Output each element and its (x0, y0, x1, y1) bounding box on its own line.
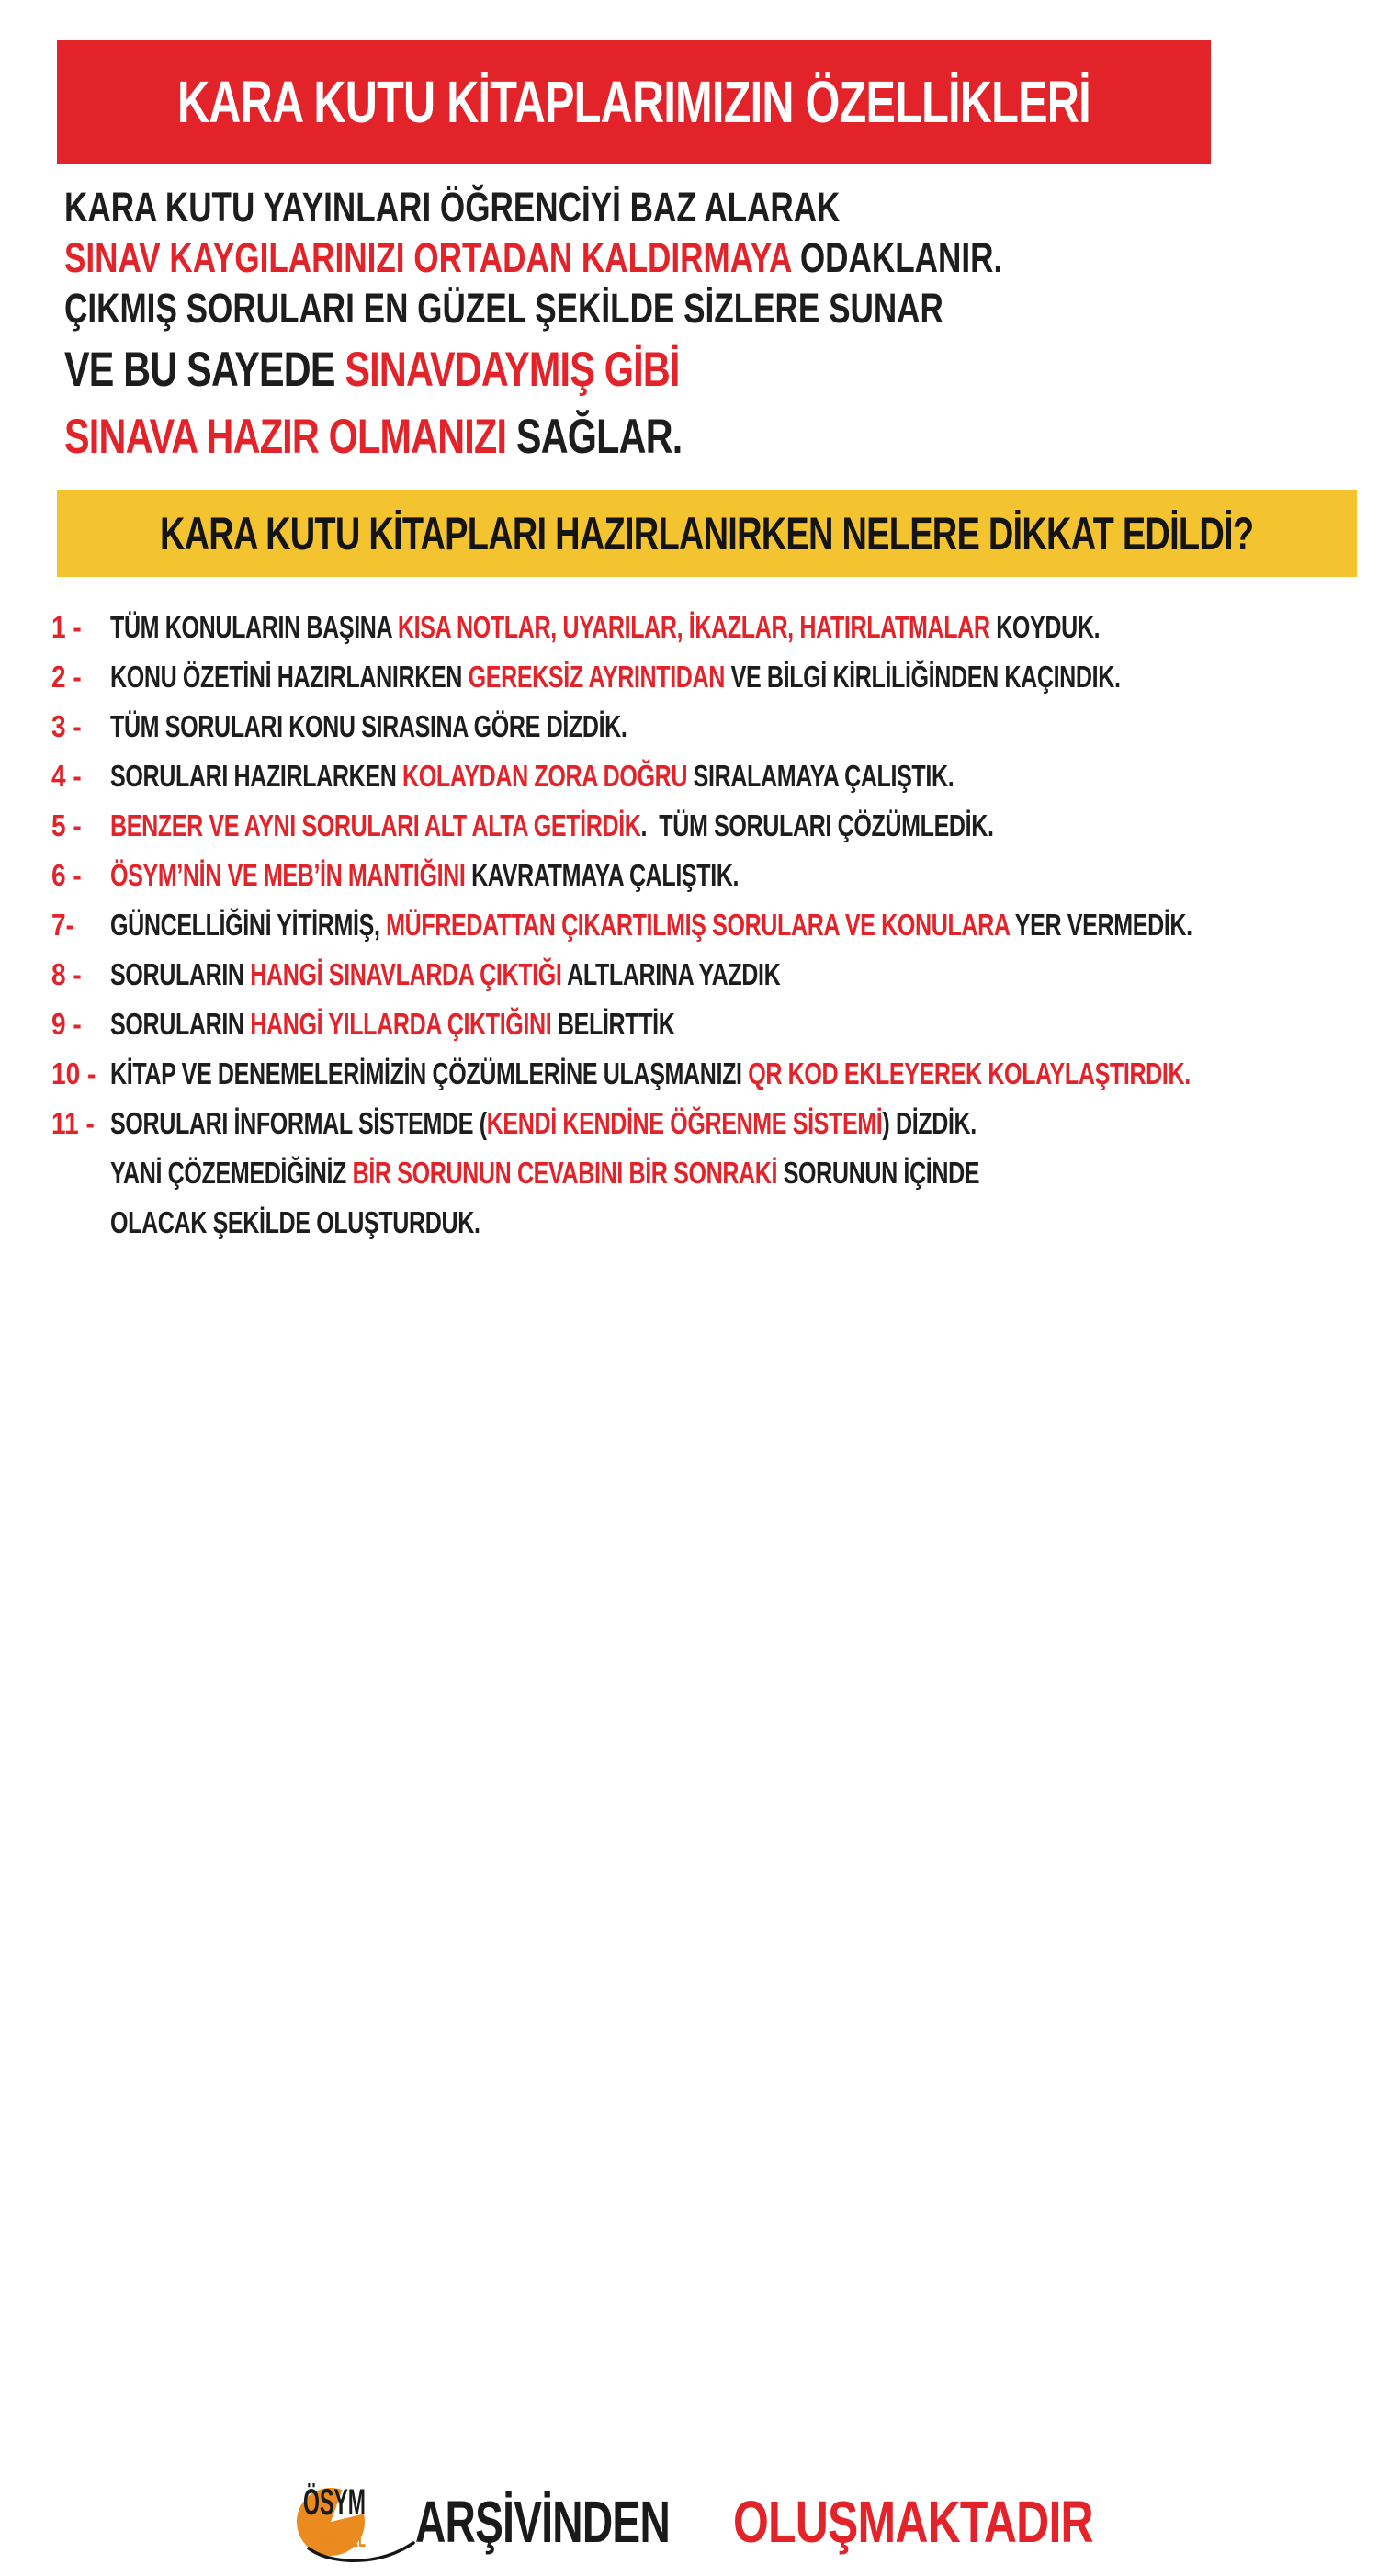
list-item (51, 603, 1378, 652)
logo-osym-text: ÖSYM (303, 2482, 412, 2523)
text-segment: VE BİLGİ KİRLİLİĞİNDEN KAÇINDIK. (725, 660, 1121, 694)
intro-line (64, 339, 1002, 401)
text-segment: SINAVDAYMIŞ GİBİ (344, 343, 680, 397)
list-item (51, 900, 1378, 950)
list-item-number: 3 - (51, 709, 82, 743)
list-item-text (110, 709, 627, 744)
text-segment: SORULARIN (110, 1007, 251, 1041)
list-item-number: 7- (51, 908, 74, 942)
text-segment: ÇIKMIŞ SORULARI EN GÜZEL ŞEKİLDE SİZLERE SUNAR (64, 285, 943, 332)
list-item (51, 851, 1378, 900)
text-segment: TÜM KONULARIN BAŞINA (110, 610, 398, 644)
text-segment: VE BU SAYEDE (64, 343, 345, 397)
list-item-text (110, 1056, 1191, 1091)
intro-line (64, 182, 1002, 232)
text-segment: YANİ ÇÖZEMEDİĞİNİZ (110, 1156, 353, 1190)
intro-line (64, 232, 1002, 283)
text-segment: SINAV KAYGILARINIZI ORTADAN KALDIRMAYA (64, 234, 792, 281)
list-item (51, 1099, 1378, 1148)
text-segment: KOYDUK. (989, 610, 1101, 644)
text-segment: SORULARIN (110, 957, 251, 991)
brand-logo (272, 2473, 428, 2576)
list-item-text (110, 957, 780, 992)
footer-text-red: OLUŞMAKTADIR (733, 2489, 1093, 2555)
features-list (51, 603, 1378, 1248)
text-segment: SORULARI İNFORMAL SİSTEMDE ( (110, 1106, 487, 1140)
list-item-text (110, 610, 1100, 645)
logo-guncel-text: GÜNCEL (316, 2526, 413, 2552)
text-segment: ALTLARINA YAZDIK (561, 957, 781, 991)
list-item-text (110, 1007, 674, 1042)
header-banner (57, 40, 1211, 164)
text-segment: BİR SORUNUN CEVABINI BİR SONRAKİ (352, 1156, 778, 1190)
list-item-text (110, 858, 739, 893)
text-segment: KONU ÖZETİNİ HAZIRLANIRKEN (110, 660, 469, 694)
text-segment: KİTAP VE DENEMELERİMİZİN ÇÖZÜMLERİNE ULAŞMANIZI (110, 1056, 749, 1090)
text-segment: KAVRATMAYA ÇALIŞTIK. (465, 858, 740, 892)
text-segment: YER VERMEDİK. (1009, 908, 1192, 942)
text-segment: QR KOD EKLEYEREK KOLAYLAŞTIRDIK. (748, 1056, 1191, 1090)
text-segment: BELİRTTİK (551, 1007, 675, 1041)
list-item-text (110, 759, 954, 794)
section-title: KARA KUTU KİTAPLARI HAZIRLANIRKEN NELERE DİKKAT EDİLDİ? (160, 507, 1254, 559)
list-item-text (110, 908, 1192, 943)
list-item-text (110, 1156, 979, 1191)
page-title: KARA KUTU KİTAPLARIMIZIN ÖZELLİKLERİ (177, 69, 1090, 135)
list-item (51, 702, 1378, 751)
text-segment: HANGİ SINAVLARDA ÇIKTIĞI (250, 957, 562, 991)
text-segment: MÜFREDATTAN ÇIKARTILMIŞ SORULARA VE KONULARA (386, 908, 1010, 942)
list-item-number: 5 - (51, 808, 82, 842)
list-item (51, 1000, 1378, 1049)
text-segment: ÖSYM’NİN VE MEB’İN MANTIĞINI (110, 858, 466, 892)
list-item-text (110, 660, 1121, 695)
intro-paragraph (64, 182, 1267, 468)
text-segment: KOLAYDAN ZORA DOĞRU (402, 759, 688, 793)
list-item-number: 6 - (51, 858, 82, 892)
text-segment: ) DİZDİK. (882, 1106, 977, 1140)
text-segment: GÜNCELLİĞİNİ YİTİRMİŞ, (110, 908, 387, 942)
list-item-number: 4 - (51, 759, 82, 793)
list-item-number: 9 - (51, 1007, 82, 1041)
text-segment: HANGİ YILLARDA ÇIKTIĞINI (250, 1007, 552, 1041)
list-item-number: 2 - (51, 660, 82, 694)
text-segment: KARA KUTU YAYINLARI ÖĞRENCİYİ BAZ ALARAK (64, 184, 841, 231)
list-item (51, 801, 1378, 851)
list-item-number: 8 - (51, 957, 82, 991)
intro-line (64, 406, 1002, 468)
list-item-number: 10 - (51, 1056, 96, 1090)
text-segment: BENZER VE AYNI SORULARI ALT ALTA GETİRDİK (110, 808, 641, 842)
section-banner (57, 490, 1357, 577)
text-segment: SAĞLAR. (506, 410, 683, 464)
text-segment: ODAKLANIR. (791, 234, 1003, 281)
list-item (51, 652, 1378, 702)
footer-text-black: ARŞİVİNDEN (415, 2489, 670, 2555)
text-segment: TÜM SORULARI KONU SIRASINA GÖRE DİZDİK. (110, 709, 627, 743)
footer (0, 1231, 1378, 2555)
text-segment: SORULARI HAZIRLARKEN (110, 759, 403, 793)
text-segment: KISA NOTLAR, UYARILAR, İKAZLAR, HATIRLATMALAR (397, 610, 990, 644)
text-segment: GEREKSİZ AYRINTIDAN (468, 660, 726, 694)
text-segment: OLACAK ŞEKİLDE OLUŞTURDUK. (110, 1205, 480, 1239)
text-segment: SINAVA HAZIR OLMANIZI (64, 410, 507, 464)
text-segment: SIRALAMAYA ÇALIŞTIK. (687, 759, 954, 793)
text-segment: KENDİ KENDİNE ÖĞRENME SİSTEMİ (486, 1106, 883, 1140)
list-item-text (110, 808, 994, 843)
text-segment: SORUNUN İÇİNDE (777, 1156, 980, 1190)
list-item-number: 11 - (51, 1106, 95, 1140)
intro-line (64, 283, 1002, 333)
list-item (51, 1049, 1378, 1099)
list-item (51, 950, 1378, 1000)
list-item (51, 1148, 1378, 1198)
list-item-text (110, 1106, 977, 1141)
list-item (51, 751, 1378, 801)
text-segment: . TÜM SORULARI ÇÖZÜMLEDİK. (640, 808, 994, 842)
list-item-number: 1 - (51, 610, 82, 644)
